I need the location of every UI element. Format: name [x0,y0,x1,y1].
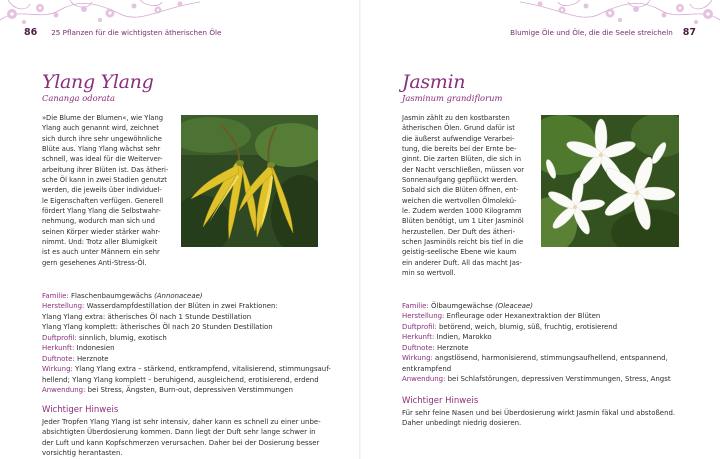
intro-line: nimmt. Und: Trotz aller Blumigkeit [42,238,158,247]
intro-line: werden, die jeweils über individuel- [42,186,162,195]
intro-line: le Eigenschaften verfügen. Generell [42,196,164,205]
fact-effect-continued: entkrampfend [402,364,452,373]
intro-line: der Nacht verschließen, müssen vor [402,165,524,174]
intro-line: ist es auch unter Männern ein sehr [42,248,160,257]
running-head [510,27,696,38]
intro-line: min so wertvoll. [402,269,456,278]
fact-production: Herstellung: Wasserdampfdestillation der Blüten in zwei Fraktionen: [42,302,278,311]
right-page [360,0,720,459]
intro-line: sich durch ihre sehr ungewöhnliche [42,134,162,143]
intro-paragraph [42,113,169,268]
intro-line: herzustellen. Der Duft des ätheri- [402,227,516,236]
fact-effect-continued: hellend; Ylang Ylang komplett – beruhigend, ausgleichend, erotisierend, erdend [42,375,319,384]
fact-application: Anwendung: bei Stress, Ängsten, Burn-out, depressiven Verstimmungen [42,386,293,395]
running-head [24,27,221,38]
intro-line: weichen die wertvollen Ölmolekü- [402,196,517,205]
floral-ornament-icon [0,0,200,26]
fact-scent-note: Duftnote: Herznote [42,354,109,363]
fact-production-complete: Ylang Ylang komplett: ätherisches Öl nach 20 Stunden Destillation [42,323,273,332]
intro-paragraph [402,113,530,279]
fact-scent-note: Duftnote: Herznote [402,343,469,352]
plant-title: Ylang Ylang [42,71,154,93]
hint-line: absichtigten Überdosierung kommen. Dann liegt der Duft sehr lange schwer in [42,428,316,437]
floral-ornament-icon [520,0,720,26]
running-head-title: Blumige Öle und Öle, die die Seele streicheln [510,28,673,37]
intro-line: Sobald sich die Blüten öffnen, ent- [402,186,519,195]
facts-list [42,291,342,396]
intro-line: Blüten benötigt, um 1 Liter Jasminöl [402,217,524,226]
hint-title: Wichtiger Hinweis [402,396,479,406]
latin-name: Jasminum grandiflorum [402,93,503,103]
fact-production-extra: Ylang Ylang extra: ätherisches Öl nach 1 Stunde Destillation [42,312,252,321]
intro-line: schnell, was ideal für die Weiterver- [42,155,163,164]
intro-line: sche Öl kann in zwei Stadien genutzt [42,176,167,185]
hint-text [402,408,702,429]
ylang-ylang-photo [181,115,318,247]
hint-line: Jeder Tropfen Ylang Ylang ist sehr intensiv, daher kann es schnell zu einer unbe- [42,418,321,426]
intro-line: seinen Körper wieder stärker wahr- [42,227,161,236]
fact-scent-profile: Duftprofil: betörend, weich, blumig, süß, fruchtig, erotisierend [402,322,618,331]
intro-line: Ylang auch genannt wird, zeichnet [42,124,159,133]
fact-family: Familie: Ölbaumgewächse (Oleaceae) [402,302,534,310]
latin-name: Cananga odorata [42,93,115,103]
hint-line: Für sehr feine Nasen und bei Überdosierung wirkt Jasmin fäkal und abstoßend. [402,409,676,417]
fact-origin: Herkunft: Indien, Marokko [402,333,492,342]
running-head-title: 25 Pflanzen für die wichtigsten ätherischen Öle [51,28,222,37]
intro-line: geistig-seelische Ebene wie kaum [402,248,517,257]
ylang-flower-icon [181,115,318,247]
page-number: 87 [682,27,696,38]
fact-effect: Wirkung: Ylang Ylang extra – stärkend, entkrampfend, vitalisierend, stimmungsauf- [42,365,331,374]
intro-line: Sonnenaufgang gepflückt werden. [402,176,519,185]
intro-line: ätherischen Ölen. Grund dafür ist [402,124,515,133]
intro-line: Jasmin zählt zu den kostbarsten [402,114,510,122]
intro-line: ein anderer Duft. All das macht Jas- [402,258,522,267]
hint-line: vorsichtig herantasten. [42,449,123,458]
intro-line: Blüte aus. Ylang Ylang wächst sehr [42,145,161,154]
hint-line: der Luft und kann Kopfschmerzen verursachen. Daher bei der Dosierung besser [42,438,320,447]
fact-production: Herstellung: Enfleurage oder Hexanextraktion der Blüten [402,312,601,321]
fact-scent-profile: Duftprofil: sinnlich, blumig, exotisch [42,333,167,342]
fact-application: Anwendung: bei Schlafstörungen, depressiven Verstimmungen, Stress, Angst [402,375,671,384]
intro-line: die äußerst aufwendige Verarbei- [402,134,515,143]
hint-title: Wichtiger Hinweis [42,405,119,415]
intro-line: ginnt. Die zarten Blüten, die sich in [402,155,521,164]
jasmine-flower-icon [541,115,679,247]
plant-title: Jasmin [402,71,466,93]
hint-line: Daher unbedingt niedrig dosieren. [402,419,522,428]
fact-family: Familie: Flaschenbaumgewächs (Annonaceae) [42,292,203,300]
intro-line: fördert Ylang Ylang die Selbstwahr- [42,207,161,216]
intro-line: »Die Blume der Blumen«, wie Ylang [42,114,164,122]
intro-line: tung, die bereits bei der Ernte be- [402,145,517,154]
hint-text [42,417,342,459]
jasmine-photo [541,115,679,247]
intro-line: nehmung, wodurch man sich und [42,217,155,226]
intro-line: le. Zudem werden 1000 Kilogramm [402,207,522,216]
intro-line: gern gesehenes Anti-Stress-Öl. [42,258,147,267]
intro-line: arbeitung ihrer Blüten ist. Das ätheri- [42,165,169,174]
fact-origin: Herkunft: Indonesien [42,344,115,353]
intro-line: schen Jasminöls reicht bis tief in die [402,238,524,247]
facts-list [402,301,702,385]
fact-effect: Wirkung: angstlösend, harmonisierend, stimmungsaufhellend, entspannend, [402,354,668,363]
page-number: 86 [24,27,38,38]
